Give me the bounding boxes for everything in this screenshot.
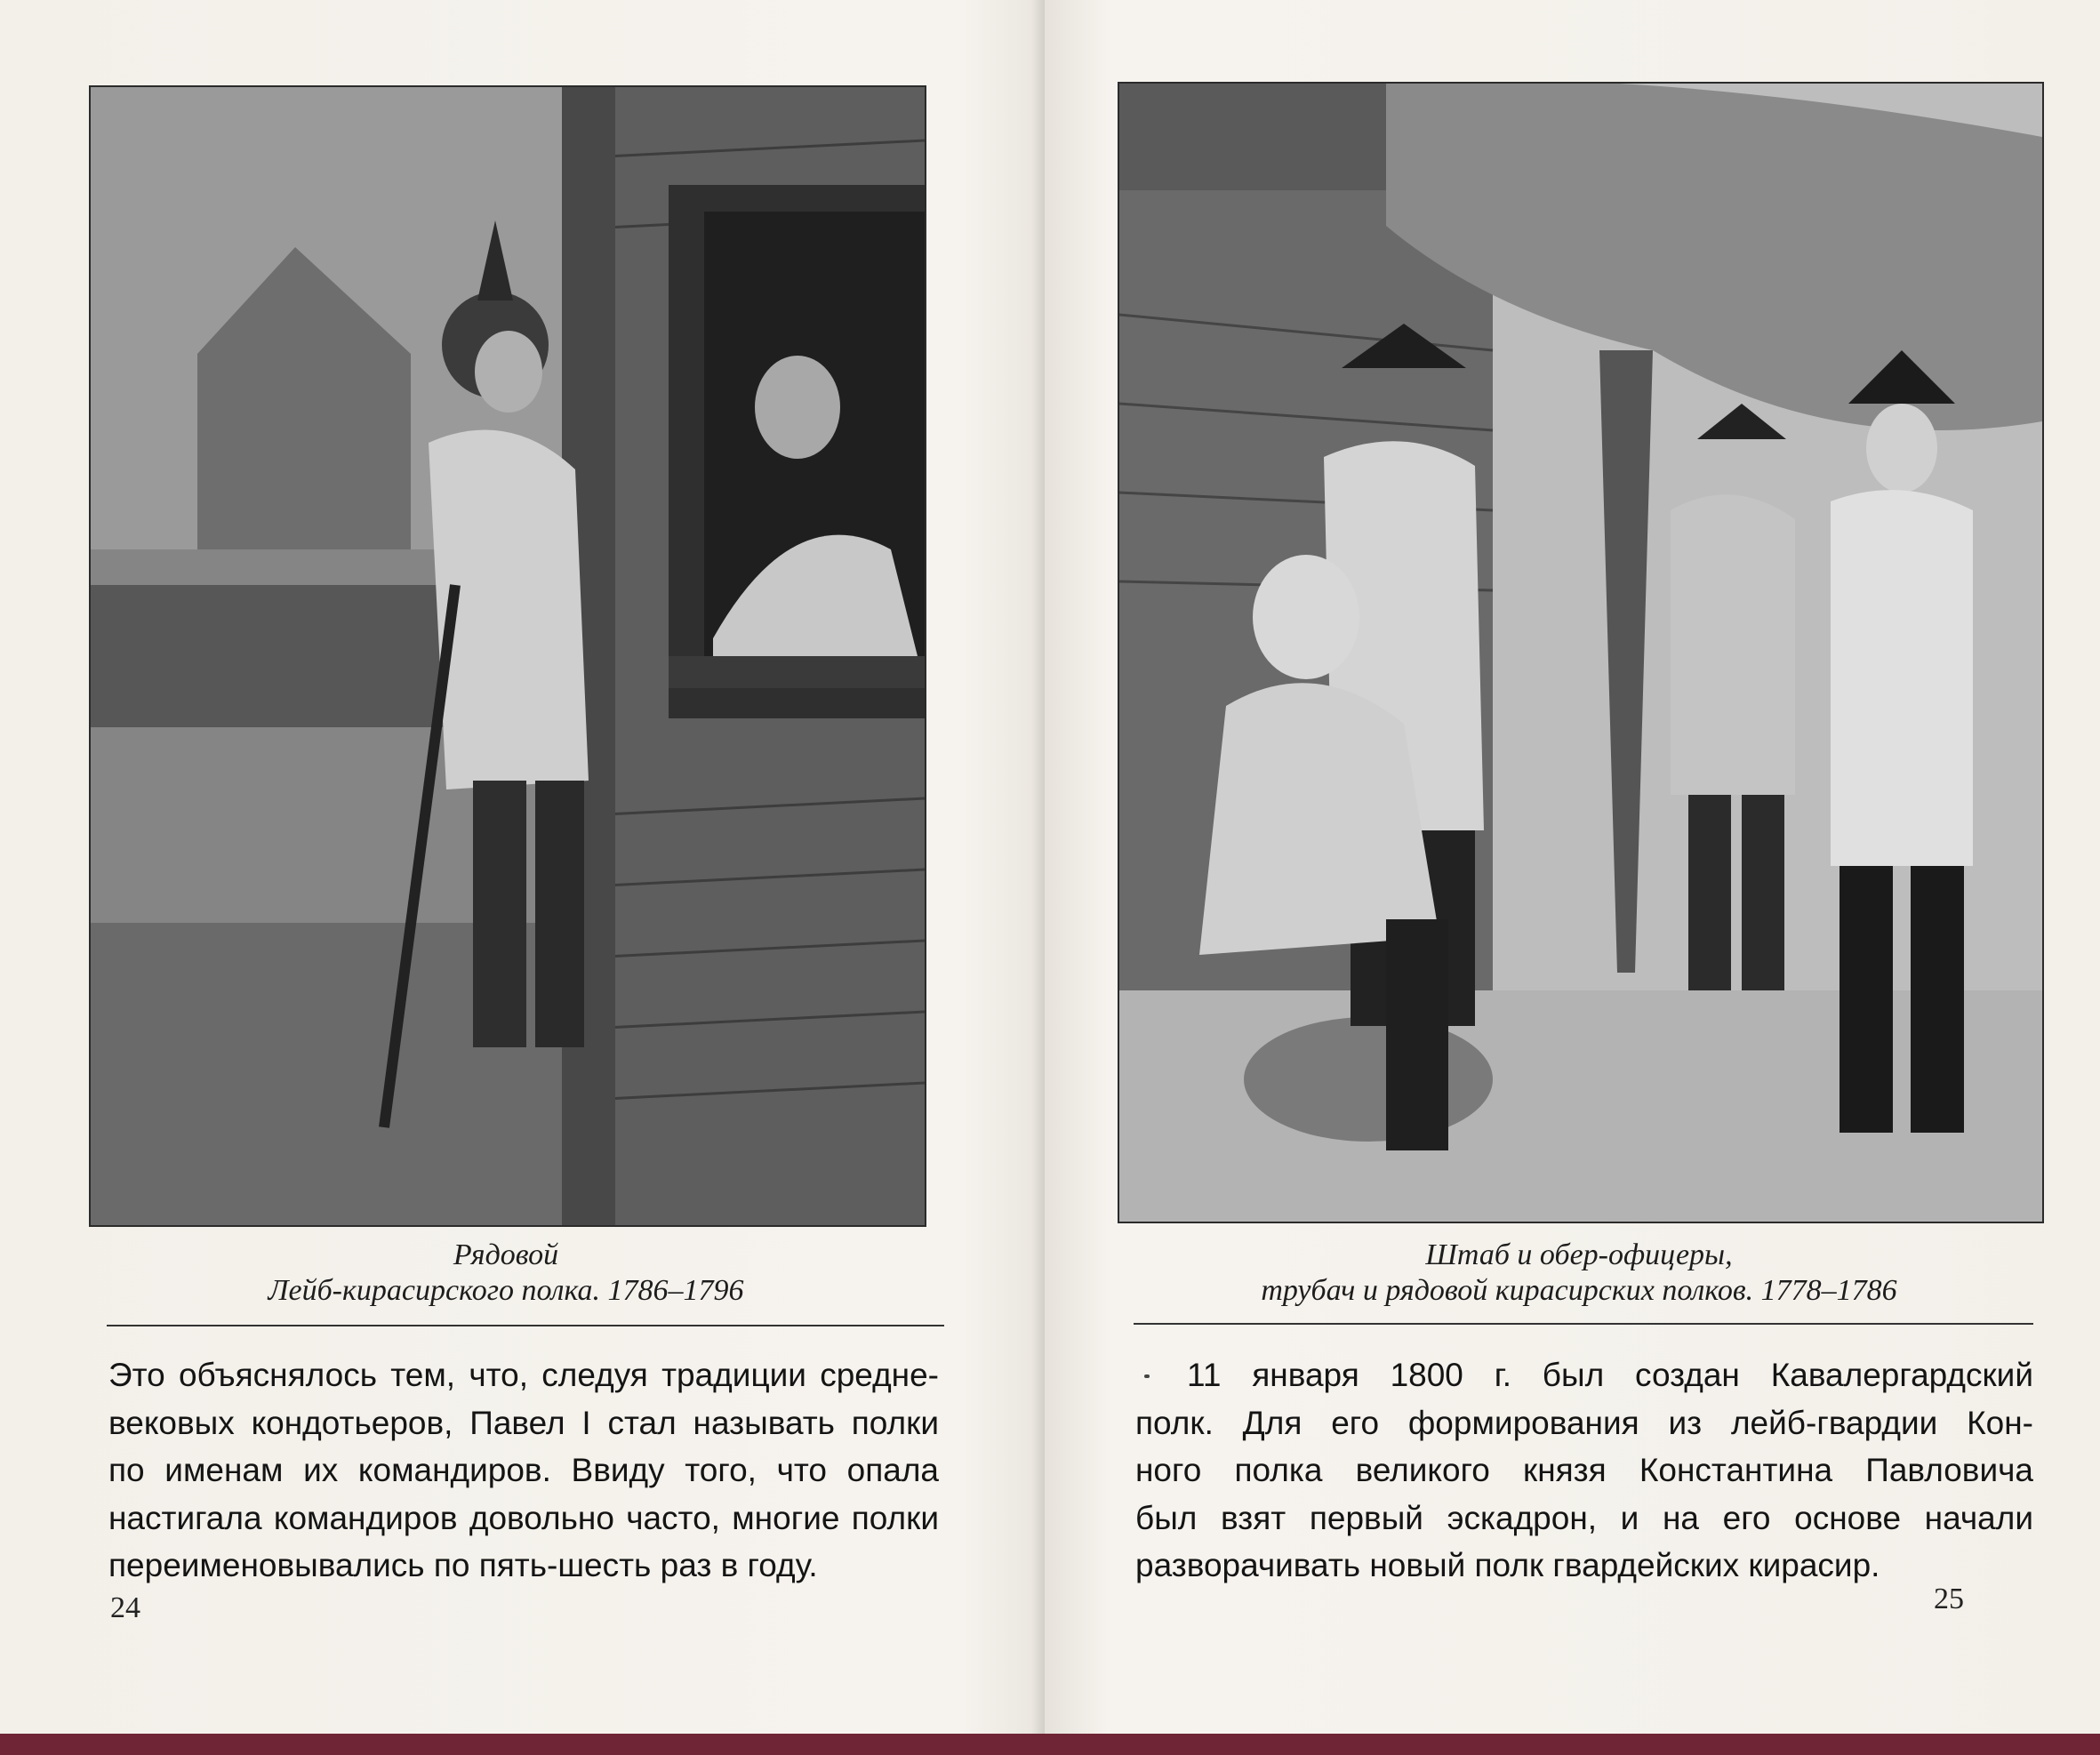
right-line-4: был взят первый эскадрон, и на его основе начали <box>1135 1499 2033 1536</box>
right-line-3: ного полка великого князя Константина Павловича <box>1135 1452 2033 1488</box>
right-line-5: разворачивать новый полк гвардейских кирасир. <box>1135 1547 1880 1583</box>
right-line-2: полк. Для его формирования из лейб-гвардии Кон- <box>1135 1404 2033 1441</box>
right-illustration <box>1118 82 2044 1223</box>
left-caption-line-1: Рядовой <box>453 1238 559 1271</box>
left-caption <box>89 1238 923 1309</box>
book-bottom-edge <box>0 1734 2100 1755</box>
left-line-5: переименовывались по пять-шесть раз в году. <box>108 1547 818 1583</box>
right-caption <box>1118 1238 2040 1309</box>
left-paragraph <box>108 1351 939 1590</box>
left-caption-rule <box>107 1325 944 1326</box>
engraving-soldier-at-window <box>91 87 925 1225</box>
left-line-2: вековых кондотьеров, Павел I стал называть полки <box>108 1404 939 1441</box>
right-line-1: 11 января 1800 г. был создан Кавалергардский <box>1187 1357 2033 1393</box>
left-line-3: по именам их командиров. Ввиду того, что опала <box>108 1452 939 1488</box>
left-page <box>0 0 1045 1755</box>
right-page <box>1045 0 2100 1755</box>
right-caption-line-1: Штаб и обер-офицеры, <box>1425 1238 1733 1271</box>
left-line-4: настигала командиров довольно часто, многие полки <box>108 1499 939 1536</box>
left-illustration <box>89 85 926 1227</box>
engraving-officers-group <box>1119 84 2042 1222</box>
right-page-number: 25 <box>1934 1583 1964 1615</box>
right-caption-rule <box>1134 1323 2033 1325</box>
left-line-1: Это объяснялось тем, что, следуя традиции средне- <box>108 1357 939 1393</box>
right-caption-line-2: трубач и рядовой кирасирских полков. 1778–1786 <box>1261 1274 1897 1307</box>
left-page-number: 24 <box>110 1591 140 1624</box>
left-caption-line-2: Лейб-кирасирского полка. 1786–1796 <box>268 1274 744 1307</box>
right-paragraph <box>1135 1351 2033 1590</box>
